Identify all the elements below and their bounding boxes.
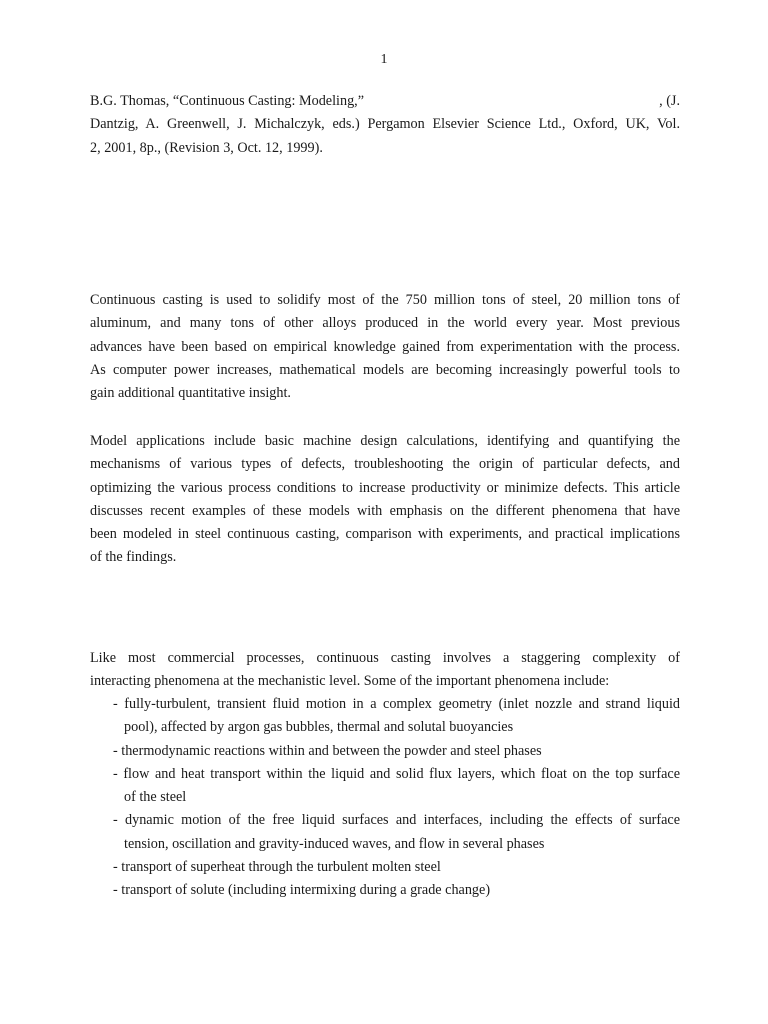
- list-item-line: - flow and heat transport within the liquid and solid flux layers, which float on the top surface: [113, 765, 680, 782]
- paragraph-line: aluminum, and many tons of other alloys produced in the world every year. Most previous: [90, 315, 680, 332]
- list-item: [113, 693, 680, 740]
- paragraph-line: mechanisms of various types of defects, troubleshooting the origin of particular defects, and: [90, 456, 680, 473]
- list-item-line: - transport of superheat through the turbulent molten steel: [113, 859, 441, 876]
- paragraph-line: gain additional quantitative insight.: [90, 385, 291, 402]
- list-item-line: of the steel: [124, 789, 187, 806]
- paragraph-introduction: [90, 289, 680, 405]
- list-item-line: - transport of solute (including intermixing during a grade change): [113, 882, 491, 899]
- list-item: [113, 809, 680, 856]
- list-item-line: tension, oscillation and gravity-induced waves, and flow in several phases: [124, 835, 545, 852]
- list-item-line: - fully-turbulent, transient fluid motion in a complex geometry (inlet nozzle and strand liquid: [113, 696, 680, 712]
- paragraph-line: discusses recent examples of these models with emphasis on the different phenomena that have: [90, 502, 680, 519]
- citation-author-title: B.G. Thomas, “Continuous Casting: Modeling,”: [90, 93, 365, 109]
- paragraph-line: As computer power increases, mathematical models are becoming increasingly powerful tools to: [90, 361, 680, 378]
- citation-editors-start: , (J.: [659, 93, 680, 109]
- paragraph-applications: [90, 430, 680, 570]
- phenomena-list: [113, 693, 680, 903]
- page-number: 1: [380, 52, 388, 67]
- list-item: [113, 856, 680, 879]
- list-item-line: - thermodynamic reactions within and between the powder and steel phases: [113, 742, 542, 759]
- citation: [90, 90, 680, 160]
- paragraph-line: been modeled in steel continuous casting, comparison with experiments, and practical implications: [90, 526, 680, 543]
- paragraph-line: interacting phenomena at the mechanistic level. Some of the important phenomena include:: [90, 673, 610, 690]
- list-item-line: pool), affected by argon gas bubbles, thermal and solutal buoyancies: [124, 719, 514, 736]
- list-item-line: - dynamic motion of the free liquid surfaces and interfaces, including the effects of surface: [113, 812, 680, 829]
- paragraph-line: Like most commercial processes, continuous casting involves a staggering complexity of: [90, 650, 680, 666]
- paragraph-line: of the findings.: [90, 549, 177, 566]
- citation-line-3: 2, 2001, 8p., (Revision 3, Oct. 12, 1999).: [90, 139, 323, 156]
- paragraph-phenomena-intro: [90, 647, 680, 694]
- paragraph-line: optimizing the various process conditions to increase productivity or minimize defects. This article: [90, 479, 680, 496]
- paragraph-line: Model applications include basic machine design calculations, identifying and quantifying the: [90, 433, 680, 449]
- citation-line-1: [90, 90, 680, 113]
- paragraph-line: Continuous casting is used to solidify most of the 750 million tons of steel, 20 million tons of: [90, 292, 680, 308]
- list-item: [113, 879, 680, 902]
- paragraph-line: advances have been based on empirical knowledge gained from experimentation with the process.: [90, 338, 680, 355]
- list-item: [113, 763, 680, 810]
- list-item: [113, 740, 680, 763]
- citation-line-2: Dantzig, A. Greenwell, J. Michalczyk, eds.) Pergamon Elsevier Science Ltd., Oxford, UK, Vol.: [90, 116, 680, 133]
